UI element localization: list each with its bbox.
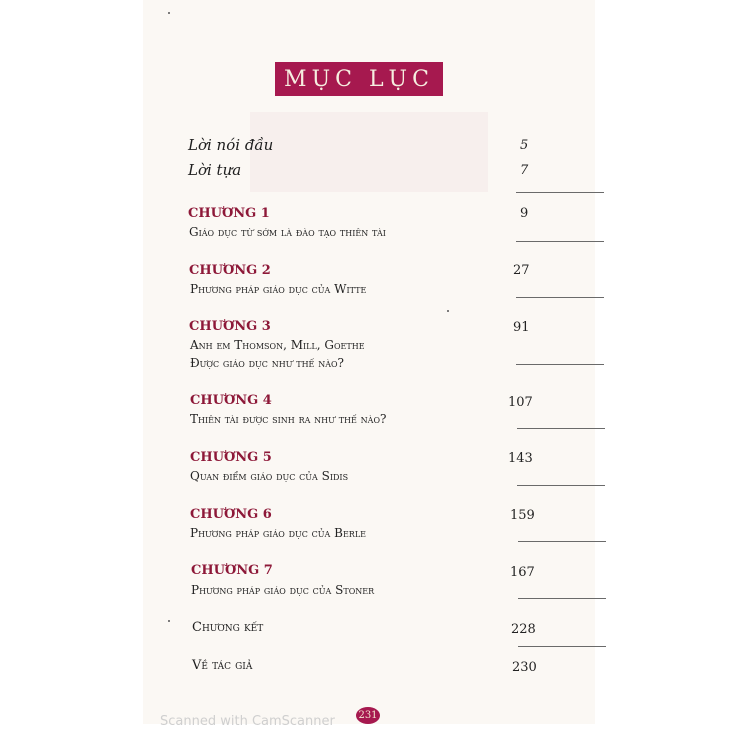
- chapter-title: Giáo dục từ sớm là đào tạo thiên tài: [189, 225, 386, 239]
- chapter-page: 167: [510, 565, 535, 580]
- chapter-page: 9: [520, 206, 529, 221]
- toc-page-author: 230: [512, 660, 537, 675]
- chapter-title: Anh em Thomson, Mill, Goethe: [190, 338, 365, 352]
- divider: [518, 598, 606, 599]
- speck: [447, 310, 449, 312]
- divider: [516, 364, 604, 365]
- chapter-heading: CHƯƠNG 3: [189, 319, 271, 334]
- chapter-heading: CHƯƠNG 5: [190, 450, 272, 465]
- toc-page-foreword: 7: [520, 163, 529, 178]
- page-number: 231: [356, 707, 380, 724]
- toc-label-conclusion: Chương kết: [192, 620, 264, 635]
- toc-label-author: Về tác giả: [192, 658, 253, 673]
- toc-page-preface: 5: [520, 138, 529, 153]
- speck: [168, 12, 170, 14]
- chapter-heading: CHƯƠNG 4: [190, 393, 272, 408]
- chapter-heading: CHƯƠNG 7: [191, 563, 273, 578]
- divider: [516, 297, 604, 298]
- chapter-title: Thiên tài được sinh ra như thế nào?: [190, 412, 387, 426]
- chapter-title: Phương pháp giáo dục của Berle: [190, 526, 366, 540]
- speck: [168, 620, 170, 622]
- chapter-title: Phương pháp giáo dục của Witte: [190, 282, 367, 296]
- divider: [517, 485, 605, 486]
- bleed-through: [250, 112, 488, 192]
- chapter-heading: CHƯƠNG 6: [190, 507, 272, 522]
- chapter-heading: CHƯƠNG 2: [189, 263, 271, 278]
- toc-label-preface: Lời nói đầu: [188, 136, 274, 154]
- chapter-title: Được giáo dục như thế nào?: [190, 356, 344, 370]
- chapter-page: 143: [508, 451, 533, 466]
- chapter-title: Quan điểm giáo dục của Sidis: [190, 469, 349, 483]
- divider: [518, 541, 606, 542]
- chapter-page: 107: [508, 395, 533, 410]
- chapter-page: 91: [513, 320, 530, 335]
- divider: [518, 646, 606, 647]
- toc-title: MỤC LỤC: [275, 62, 443, 96]
- chapter-page: 159: [510, 508, 535, 523]
- chapter-page: 27: [513, 263, 530, 278]
- divider: [516, 241, 604, 242]
- chapter-heading: CHƯƠNG 1: [188, 206, 270, 221]
- toc-label-foreword: Lời tựa: [188, 161, 242, 179]
- toc-page-conclusion: 228: [511, 622, 536, 637]
- divider: [516, 192, 604, 193]
- divider: [517, 428, 605, 429]
- chapter-title: Phương pháp giáo dục của Stoner: [191, 583, 375, 597]
- scanner-watermark: Scanned with CamScanner: [160, 714, 335, 729]
